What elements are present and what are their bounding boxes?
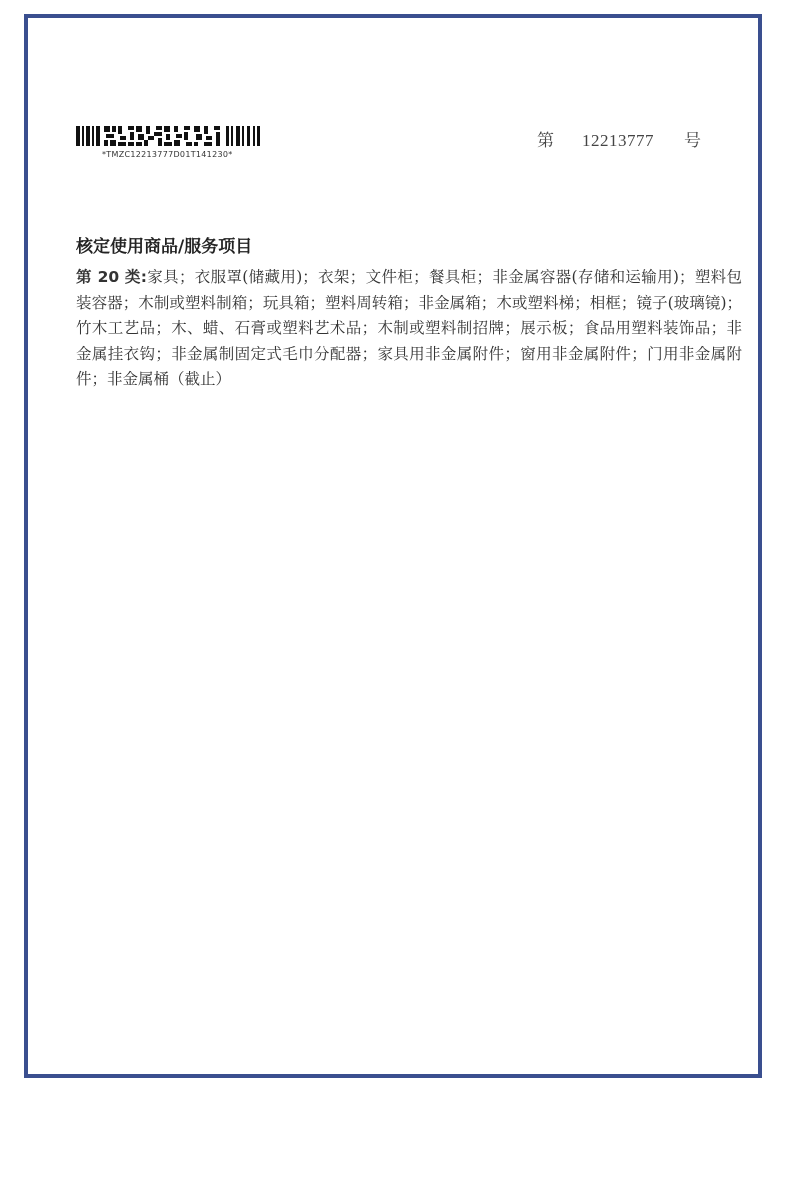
section-title: 核定使用商品/服务项目 [76, 237, 253, 257]
goods-list [76, 265, 742, 393]
class-label: 第 20 类: [76, 268, 147, 286]
reg-number-prefix: 第 [537, 131, 554, 150]
barcode-image [76, 124, 262, 148]
barcode-text: *TMZC12213777D01T141230* [102, 150, 233, 159]
reg-number-suffix: 号 [684, 131, 701, 150]
reg-number-value: 12213777 [582, 131, 654, 150]
goods-items-text: 家具；衣服罩(储藏用)；衣架；文件柜；餐具柜；非金属容器(存储和运输用)；塑料包装容器；木制或塑料制箱；玩具箱；塑料周转箱；非金属箱；木或塑料梯；相框；镜子(玻璃镜)；竹木工艺品；木、蜡、石膏或塑料艺术品；木制或塑料制招牌；展示板；食品用塑料装饰品；非金属挂衣钩；非金属制固定式毛巾分配器；家具用非金属附件；窗用非金属附件；门用非金属附件；非金属桶（截止） [76, 268, 742, 388]
registration-number [537, 126, 701, 151]
barcode-block [76, 124, 266, 159]
document-frame [24, 14, 762, 1078]
